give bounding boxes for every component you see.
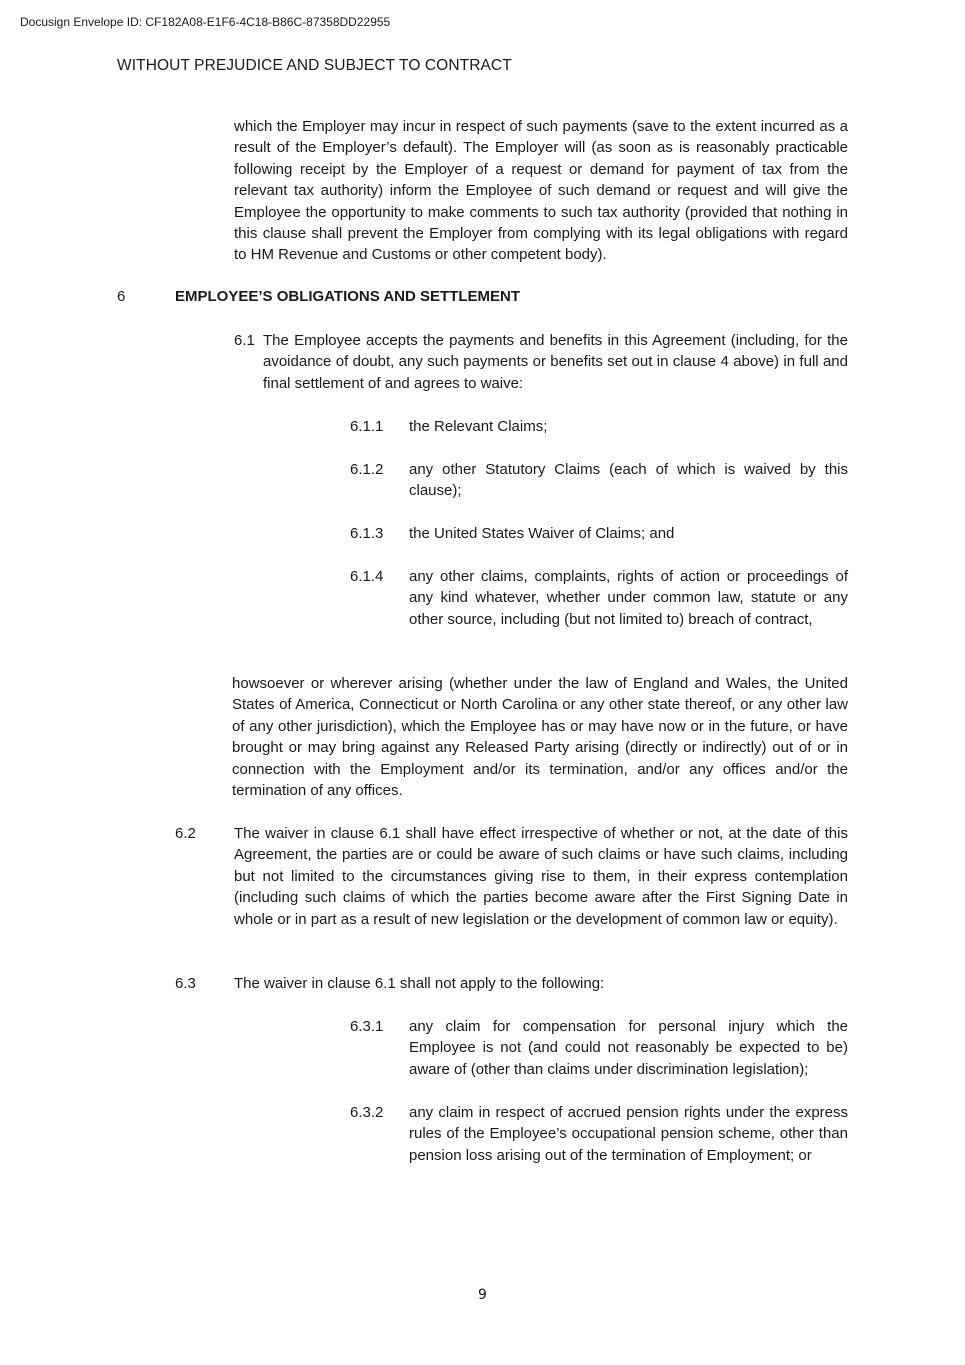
clause-title: EMPLOYEE’S OBLIGATIONS AND SETTLEMENT: [175, 288, 521, 305]
clause-6-3-1-number: 6.3.1: [350, 1018, 384, 1035]
clause-6-3-text: The waiver in clause 6.1 shall not apply to the following:: [234, 975, 605, 992]
clause-6-1-3-text: the United States Waiver of Claims; and: [409, 525, 675, 542]
clause-6-1-number: 6.1: [234, 332, 255, 349]
clause-6-3-2-number: 6.3.2: [350, 1104, 384, 1121]
clause-number: 6: [117, 288, 126, 305]
clause-6-1-continuation: howsoever or wherever arising (whether under the law of England and Wales, the United States of America, Connecticut or North Carolina or any other state thereof, or any other law of any other jurisdiction), which the Employee has or may have now or in the future, or have brought or may bring against any Released Party arising (directly or indirectly) out of or in connection with the Employment and/or its termination, and/or any offices and/or the termination of any offices.: [232, 675, 848, 800]
clause-6-1-4-number: 6.1.4: [350, 568, 384, 585]
clause-6-1-1-text: the Relevant Claims;: [409, 418, 548, 435]
clause-6-1-2-number: 6.1.2: [350, 461, 384, 478]
clause-6-3-2-text: any claim in respect of accrued pension rights under the express rules of the Employee’s occupational pension scheme, other than pension loss arising out of the termination of Employment; or: [409, 1104, 848, 1164]
envelope-id: Docusign Envelope ID: CF182A08-E1F6-4C18-B86C-87358DD22955: [20, 15, 391, 29]
clause-6-3-1-text: any claim for compensation for personal injury which the Employee is not (and could not reasonably be expected to be) aware of (other than claims under discrimination legislation);: [409, 1018, 848, 1078]
clause-6-1-2-text: any other Statutory Claims (each of which is waived by this clause);: [409, 461, 848, 500]
clause-6-2-text: The waiver in clause 6.1 shall have effect irrespective of whether or not, at the date of this Agreement, the parties are or could be aware of such claims or have such claims, including but not limited to the circumstances giving rise to them, in their express contemplation (including such claims of which the parties become aware after the First Signing Date in whole or in part as a result of new legislation or the development of common law or equity).: [234, 825, 848, 928]
clause-6-1-4-text: any other claims, complaints, rights of action or proceedings of any kind whatever, whether under common law, statute or any other source, including (but not limited to) breach of contract,: [409, 568, 848, 628]
clause-6-2-number: 6.2: [175, 825, 196, 842]
clause-6-1-3-number: 6.1.3: [350, 525, 384, 542]
document-header: WITHOUT PREJUDICE AND SUBJECT TO CONTRACT: [117, 57, 512, 74]
clause-6-3-number: 6.3: [175, 975, 196, 992]
clause-6-1-1-number: 6.1.1: [350, 418, 384, 435]
clause-6-1-text: The Employee accepts the payments and benefits in this Agreement (including, for the avoidance of doubt, any such payments or benefits set out in clause 4 above) in full and final settlement of and agrees to waive:: [263, 332, 848, 392]
page-number: 9: [478, 1287, 487, 1303]
intro-paragraph: which the Employer may incur in respect of such payments (save to the extent incurred as a result of the Employer’s default). The Employer will (as soon as is reasonably practicable following receipt by the Employer of a request or demand for payment of tax from the relevant tax authority) inform the Employee of such demand or request and will give the Employee the opportunity to make comments to such tax authority (provided that nothing in this clause shall prevent the Employer from complying with its legal obligations with regard to HM Revenue and Customs or other competent body).: [234, 118, 848, 264]
